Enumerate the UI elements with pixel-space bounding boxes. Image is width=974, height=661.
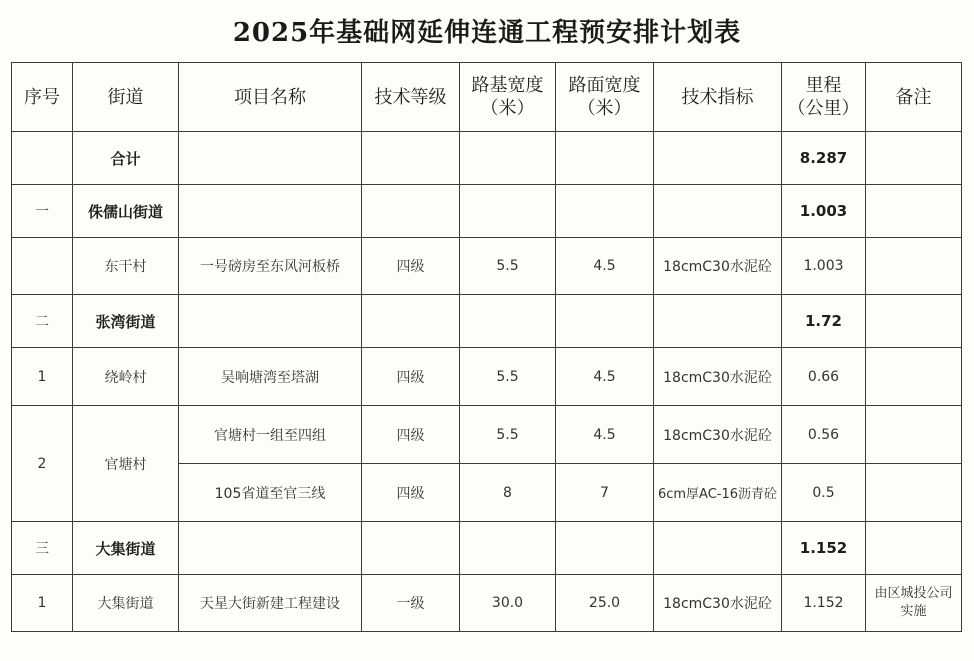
- cell: [556, 132, 654, 185]
- header-grade: 技术等级: [362, 63, 460, 132]
- row-project: 天星大街新建工程建设: [179, 575, 362, 632]
- row-length: 1.003: [782, 238, 866, 295]
- header-surface-width-line1: 路面宽度: [568, 75, 641, 96]
- row-remark: [866, 348, 962, 406]
- table-row: [12, 575, 962, 632]
- row-project: 一号磅房至东风河板桥: [179, 238, 362, 295]
- total-label: 合计: [73, 132, 179, 185]
- row-base-width: 30.0: [460, 575, 556, 632]
- row-surface-width: 4.5: [556, 406, 654, 464]
- row-seq: 1: [12, 348, 73, 406]
- table-row: [12, 348, 962, 406]
- header-seq: 序号: [12, 63, 73, 132]
- row-surface-width: 4.5: [556, 238, 654, 295]
- row-base-width: 5.5: [460, 238, 556, 295]
- cell: [866, 185, 962, 238]
- header-row: [12, 63, 962, 132]
- row-base-width: 5.5: [460, 348, 556, 406]
- table-row: [12, 238, 962, 295]
- cell: [556, 185, 654, 238]
- row-spec: 6cm厚AC-16沥青砼: [654, 464, 782, 522]
- cell: [179, 185, 362, 238]
- cell: [179, 522, 362, 575]
- section-length: 1.152: [782, 522, 866, 575]
- row-village: 官塘村: [73, 406, 179, 522]
- row-length: 1.152: [782, 575, 866, 632]
- header-length: [782, 63, 866, 132]
- cell: [362, 295, 460, 348]
- row-village: 东干村: [73, 238, 179, 295]
- cell: [654, 522, 782, 575]
- cell: [556, 295, 654, 348]
- row-length: 0.5: [782, 464, 866, 522]
- row-remark: [866, 406, 962, 464]
- cell: [179, 132, 362, 185]
- cell: [556, 522, 654, 575]
- page-title: 2025年基础网延伸连通工程预安排计划表: [232, 18, 742, 48]
- table-row: [12, 406, 962, 464]
- row-grade: 四级: [362, 464, 460, 522]
- cell: [654, 132, 782, 185]
- cell: [362, 185, 460, 238]
- section-street: 侏儒山街道: [73, 185, 179, 238]
- plan-table: [11, 62, 962, 632]
- row-project: 官塘村一组至四组: [179, 406, 362, 464]
- row-grade: 四级: [362, 238, 460, 295]
- row-spec: 18cmC30水泥砼: [654, 348, 782, 406]
- cell: [460, 132, 556, 185]
- header-remark: 备注: [866, 63, 962, 132]
- row-project: 吴响塘湾至塔湖: [179, 348, 362, 406]
- cell: [12, 132, 73, 185]
- section-street: 张湾街道: [73, 295, 179, 348]
- row-base-width: 5.5: [460, 406, 556, 464]
- header-length-line1: 里程: [805, 75, 842, 96]
- cell: [460, 295, 556, 348]
- section-length: 1.72: [782, 295, 866, 348]
- header-length-unit: （公里）: [787, 98, 860, 119]
- header-surface-width-unit: （米）: [577, 98, 632, 119]
- total-length: 8.287: [782, 132, 866, 185]
- row-spec: 18cmC30水泥砼: [654, 238, 782, 295]
- section-street: 大集街道: [73, 522, 179, 575]
- cell: [460, 185, 556, 238]
- section-seq: 二: [12, 295, 73, 348]
- header-base-width-line1: 路基宽度: [471, 75, 544, 96]
- cell: [654, 295, 782, 348]
- row-spec: 18cmC30水泥砼: [654, 575, 782, 632]
- section-row: [12, 295, 962, 348]
- row-base-width: 8: [460, 464, 556, 522]
- section-seq: 一: [12, 185, 73, 238]
- cell: [179, 295, 362, 348]
- row-grade: 四级: [362, 406, 460, 464]
- row-seq: 1: [12, 575, 73, 632]
- row-village: 大集街道: [73, 575, 179, 632]
- cell: [866, 132, 962, 185]
- section-row: [12, 522, 962, 575]
- cell: [866, 295, 962, 348]
- section-seq: 三: [12, 522, 73, 575]
- cell: [362, 132, 460, 185]
- cell: [362, 522, 460, 575]
- row-spec: 18cmC30水泥砼: [654, 406, 782, 464]
- header-project: 项目名称: [179, 63, 362, 132]
- row-grade: 四级: [362, 348, 460, 406]
- total-row: [12, 132, 962, 185]
- row-project: 105省道至官三线: [179, 464, 362, 522]
- remark-line1: 由区城投公司: [874, 586, 953, 601]
- row-length: 0.56: [782, 406, 866, 464]
- row-surface-width: 4.5: [556, 348, 654, 406]
- row-length: 0.66: [782, 348, 866, 406]
- header-spec: 技术指标: [654, 63, 782, 132]
- cell: [866, 522, 962, 575]
- row-remark: [866, 238, 962, 295]
- row-surface-width: 25.0: [556, 575, 654, 632]
- section-row: [12, 185, 962, 238]
- row-surface-width: 7: [556, 464, 654, 522]
- header-surface-width: [556, 63, 654, 132]
- header-base-width-unit: （米）: [480, 98, 535, 119]
- cell: [460, 522, 556, 575]
- row-grade: 一级: [362, 575, 460, 632]
- row-seq: 2: [12, 406, 73, 522]
- remark-line2: 实施: [900, 604, 927, 619]
- header-street: 街道: [73, 63, 179, 132]
- section-length: 1.003: [782, 185, 866, 238]
- row-village: 绕岭村: [73, 348, 179, 406]
- cell: [654, 185, 782, 238]
- row-remark: [866, 464, 962, 522]
- row-seq: [12, 238, 73, 295]
- header-base-width: [460, 63, 556, 132]
- row-remark: [866, 575, 962, 632]
